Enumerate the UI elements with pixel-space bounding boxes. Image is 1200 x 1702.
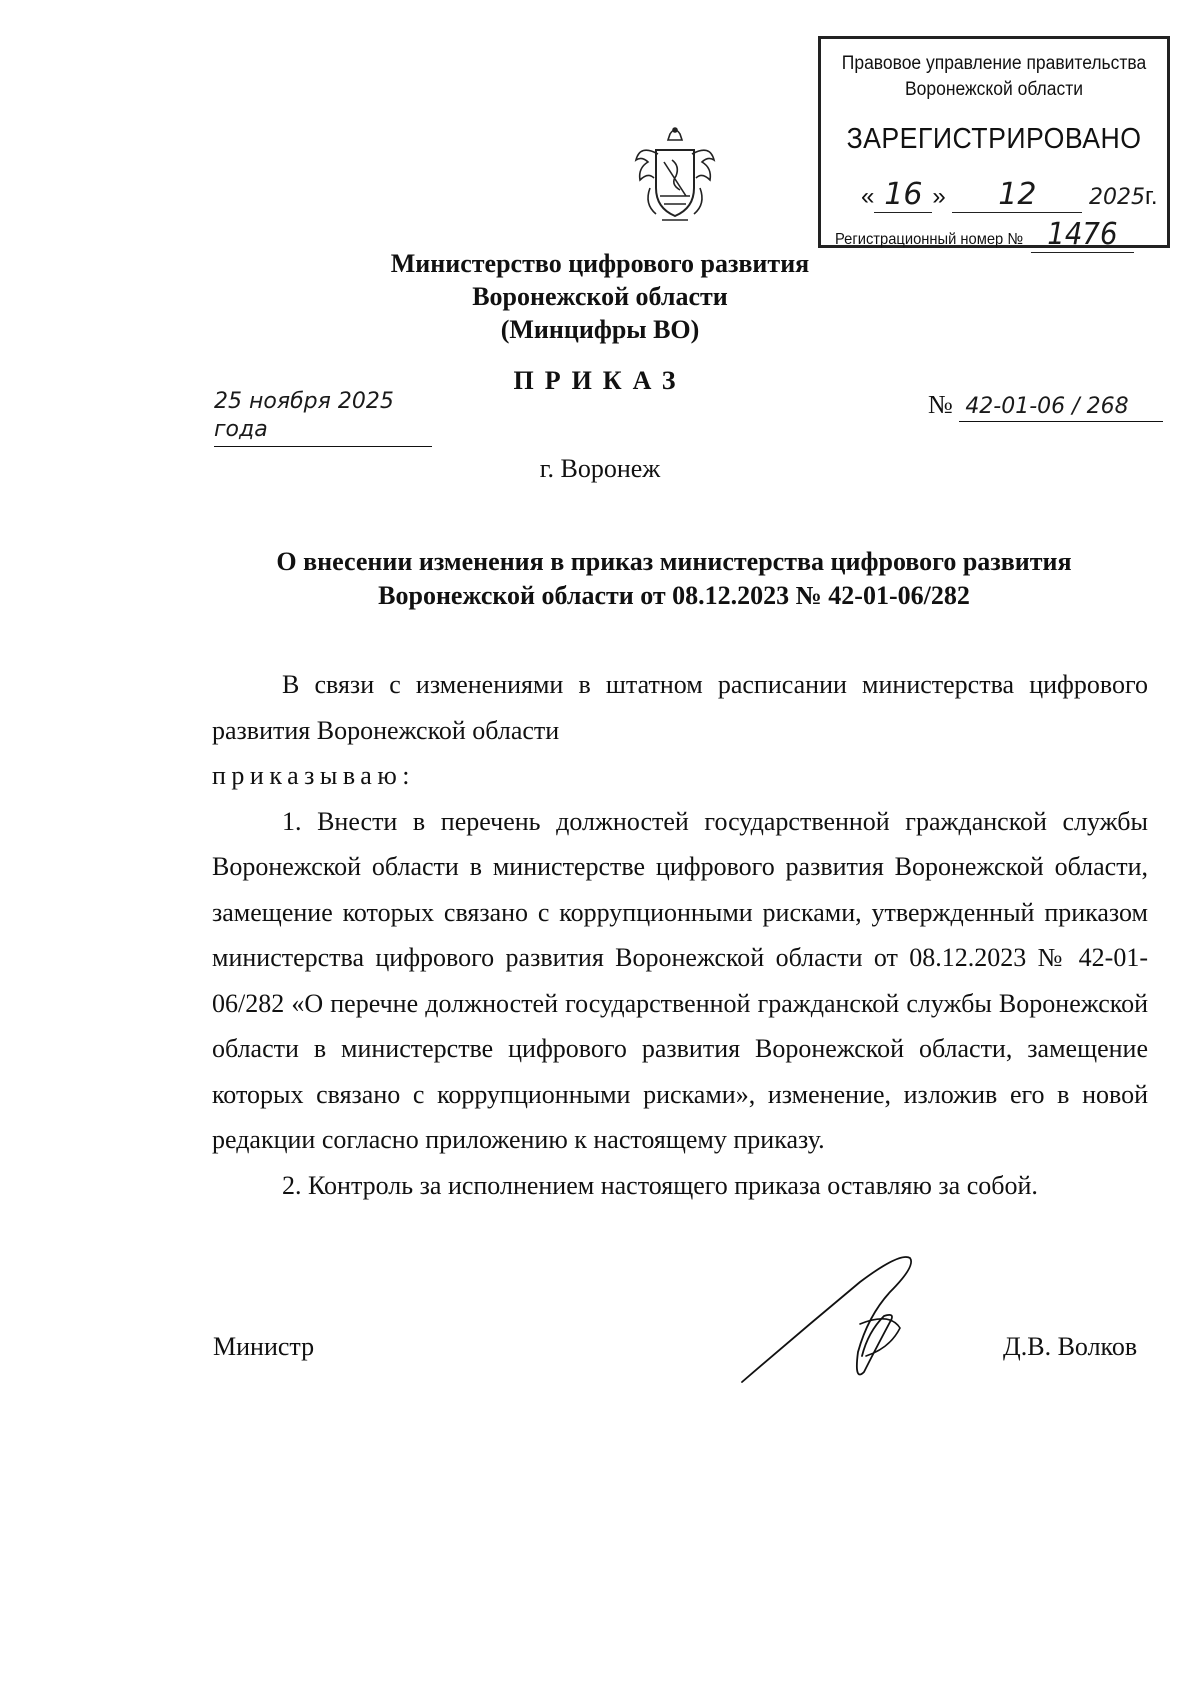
stamp-day: 16 — [874, 177, 932, 213]
handwritten-signature — [740, 1252, 960, 1392]
title-line2: Воронежской области от 08.12.2023 № 42-01-06/282 — [378, 581, 970, 610]
stamp-reg-label: Регистрационный номер № — [835, 231, 1024, 248]
order-number — [928, 390, 1163, 422]
item-1: 1. Внести в перечень должностей государственной гражданской службы Воронежской области в министерстве цифрового развития Воронежской области, замещение которых связано с коррупционными рисками, утвержденный приказом министерства цифрового развития Воронежской области от 08.12.2023 № 42-01-06/282 «О перечне должностей государственной гражданской службы Воронежской области в министерстве цифрового развития Воронежской области, замещение которых связано с коррупционными рисками», изменение, изложив его в новой редакции согласно приложению к настоящему приказу. — [212, 806, 1148, 1154]
stamp-org-line2: Воронежской области — [904, 79, 1083, 100]
registration-stamp — [818, 36, 1170, 252]
document-title — [214, 545, 1134, 613]
signer-name: Д.В. Волков — [1003, 1332, 1138, 1361]
document-body — [212, 662, 1148, 1208]
stamp-year-suffix: г. — [1145, 183, 1158, 210]
stamp-org-line1: Правовое управление правительства — [841, 53, 1147, 74]
stamp-year: 2025 — [1089, 185, 1146, 210]
stamp-title: ЗАРЕГИСТРИРОВАНО — [846, 123, 1142, 155]
order-verb: приказываю: — [212, 761, 415, 790]
stamp-organization — [835, 51, 1153, 103]
ministry-line1: Министерство цифрового развития — [390, 249, 810, 278]
item-2: 2. Контроль за исполнением настоящего приказа оставляю за собой. — [282, 1170, 1038, 1200]
ministry-line2: Воронежской области — [472, 282, 728, 311]
signer-position: Министр — [213, 1332, 315, 1361]
stamp-month: 12 — [952, 177, 1082, 213]
order-date: 25 ноября 2025 года — [214, 388, 432, 447]
number-label: № — [928, 390, 953, 419]
number-value: 42-01-06 / 268 — [959, 393, 1163, 422]
stamp-date: « 16 » 12 2025г. — [861, 177, 1158, 212]
city: г. Воронеж — [539, 454, 661, 483]
document-type-heading: ПРИКАЗ — [513, 366, 687, 395]
coat-of-arms-icon — [630, 126, 720, 226]
ministry-line3: (Минцифры ВО) — [500, 315, 700, 344]
intro-paragraph: В связи с изменениями в штатном расписании министерства цифрового развития Воронежской области — [212, 670, 1148, 745]
ministry-name — [300, 247, 900, 346]
stamp-reg-number: 1476 — [1031, 217, 1134, 253]
title-line1: О внесении изменения в приказ министерства цифрового развития — [276, 547, 1072, 576]
